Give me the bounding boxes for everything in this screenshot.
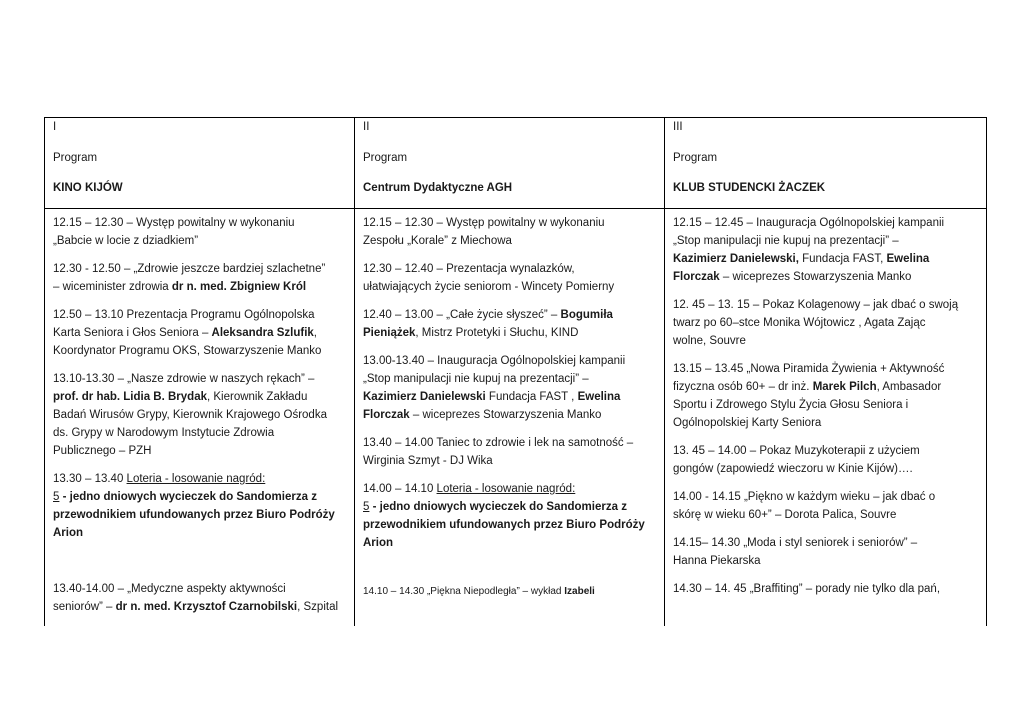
bold-text: Florczak: [673, 271, 720, 283]
entry-text: wolne, Souvre: [673, 335, 746, 347]
entry-line: [363, 452, 663, 470]
entry-line: [363, 498, 663, 516]
program-entry: [53, 470, 353, 542]
entry-line: [673, 268, 985, 286]
program-entry: [53, 370, 353, 460]
entry-line: [363, 516, 663, 534]
entry-text: – wiceminister zdrowia: [53, 281, 172, 293]
bold-text: Ewelina: [577, 391, 621, 403]
program-entry: [363, 434, 663, 470]
entry-line: [53, 232, 353, 250]
entry-line: [673, 232, 985, 250]
entry-text: Loteria - losowanie nagród:: [126, 473, 266, 485]
bold-text: Bogumiła: [560, 309, 613, 321]
entry-text: „Babcie w locie z dziadkiem”: [53, 235, 199, 247]
entry-text: 12. 45 – 13. 15 – Pokaz Kolagenowy – jak dbać o swoją: [673, 299, 959, 311]
entry-line: [363, 324, 663, 342]
entry-text: 13.00-13.40 – Inauguracja Ogólnopolskiej kampanii: [363, 355, 626, 367]
entry-text: 13.10-13.30 – „Nasze zdrowie w naszych rękach” –: [53, 373, 315, 385]
entry-line: [53, 424, 353, 442]
entry-line: [363, 306, 663, 324]
entry-line: [53, 442, 353, 460]
entry-line: [53, 524, 353, 542]
entry-line: [673, 460, 985, 478]
entry-text: ,: [313, 327, 317, 339]
entry-line: [53, 506, 353, 524]
bold-text: Arion: [363, 537, 394, 549]
entry-line: [673, 214, 985, 232]
entry-line: [673, 488, 985, 506]
entry-line: [53, 278, 353, 296]
program-entry: [363, 582, 663, 601]
entry-text: 12.15 – 12.30 – Występ powitalny w wykonaniu: [53, 217, 295, 229]
entry-text: 14.00 - 14.15 „Piękno w każdym wieku – jak dbać o: [673, 491, 936, 503]
entry-text: 13.40-14.00 – „Medyczne aspekty aktywności: [53, 583, 286, 595]
entry-text: , Mistrz Protetyki i Słuchu, KIND: [415, 327, 579, 339]
bold-text: - jedno dniowych wycieczek do Sandomierza z: [59, 491, 317, 503]
entry-text: Loteria - losowanie nagród:: [436, 483, 576, 495]
bold-text: przewodnikiem ufundowanych przez Biuro Podróży: [363, 519, 645, 531]
entry-text: Wirginia Szmyt - DJ Wika: [363, 455, 493, 467]
entry-text: 12.30 – 12.40 – Prezentacja wynalazków,: [363, 263, 575, 275]
program-label: Program: [673, 152, 718, 164]
entry-line: [53, 324, 353, 342]
entry-text: 13.15 – 13.45 „Nowa Piramida Żywienia + Aktywność: [673, 363, 945, 375]
program-entry: [53, 580, 353, 616]
venue-title: Centrum Dydaktyczne AGH: [363, 182, 513, 194]
bold-text: dr n. med. Zbigniew Król: [171, 281, 307, 293]
bold-text: prof. dr hab. Lidia B. Brydak: [53, 391, 207, 403]
entry-text: 12.15 – 12.30 – Występ powitalny w wykonaniu: [363, 217, 605, 229]
entry-text: , Kierownik Zakładu: [207, 391, 308, 403]
bold-text: Marek Pilch: [812, 381, 877, 393]
entry-line: [53, 260, 353, 278]
column-body-3: [673, 214, 985, 608]
program-entry: [53, 260, 353, 296]
entry-text: 14.15– 14.30 „Moda i styl seniorek i seniorów” –: [673, 537, 918, 549]
entry-line: [363, 582, 663, 601]
entry-line: [673, 414, 985, 432]
bold-text: Kazimierz Danielewski,: [673, 253, 799, 265]
entry-line: [53, 580, 353, 598]
program-entry: [673, 488, 985, 524]
column-number: II: [363, 121, 370, 133]
entry-line: [363, 388, 663, 406]
program-entry: [673, 214, 985, 286]
entry-line: [53, 388, 353, 406]
entry-line: [673, 442, 985, 460]
entry-text: ds. Grypy w Narodowym Instytucie Zdrowia: [53, 427, 275, 439]
entry-text: Fundacja FAST ,: [485, 391, 578, 403]
program-entry: [673, 580, 985, 598]
program-label: Program: [53, 152, 98, 164]
entry-line: [363, 232, 663, 250]
entry-text: 12.40 – 13.00 – „Całe życie słyszeć” –: [363, 309, 561, 321]
bold-text: Izabeli: [564, 586, 595, 597]
column-body-1: [53, 214, 353, 626]
entry-line: [363, 352, 663, 370]
bold-text: przewodnikiem ufundowanych przez Biuro Podróży: [53, 509, 335, 521]
program-entry: [53, 214, 353, 250]
program-table: [44, 117, 987, 626]
column-header-1: [45, 118, 354, 208]
bold-text: Florczak: [363, 409, 410, 421]
entry-text: 14.00 – 14.10: [363, 483, 437, 495]
entry-text: 12.30 - 12.50 – „Zdrowie jeszcze bardziej szlachetne”: [53, 263, 326, 275]
entry-line: [673, 296, 985, 314]
entry-text: fizyczna osób 60+ – dr inż.: [673, 381, 813, 393]
entry-line: [673, 552, 985, 570]
entry-line: [53, 488, 353, 506]
entry-line: [673, 506, 985, 524]
program-entry: [363, 480, 663, 552]
entry-line: [673, 396, 985, 414]
program-entry: [673, 442, 985, 478]
program-entry: [673, 296, 985, 350]
entry-text: 12.15 – 12.45 – Inauguracja Ogólnopolskiej kampanii: [673, 217, 945, 229]
entry-text: 12.50 – 13.10 Prezentacja Programu Ogólnopolska: [53, 309, 315, 321]
entry-line: [673, 332, 985, 350]
column-body-2: [363, 214, 663, 611]
entry-text: , Szpital: [297, 601, 339, 613]
entry-text: 5: [53, 491, 60, 503]
entry-line: [53, 306, 353, 324]
entry-line: [363, 260, 663, 278]
entry-line: [363, 406, 663, 424]
entry-text: Zespołu „Korale” z Miechowa: [363, 235, 512, 247]
entry-text: 5: [363, 501, 370, 513]
entry-text: Fundacja FAST,: [798, 253, 887, 265]
bold-text: Pieniążek: [363, 327, 416, 339]
bold-text: Aleksandra Szlufik: [211, 327, 314, 339]
entry-text: – wiceprezes Stowarzyszenia Manko: [409, 409, 602, 421]
venue-title: KINO KIJÓW: [53, 182, 123, 194]
entry-line: [53, 598, 353, 616]
entry-line: [363, 214, 663, 232]
bold-text: - jedno dniowych wycieczek do Sandomierza z: [369, 501, 627, 513]
entry-text: Koordynator Programu OKS, Stowarzyszenie Manko: [53, 345, 322, 357]
entry-line: [53, 214, 353, 232]
column-number: III: [673, 121, 683, 133]
column-header-3: [665, 118, 986, 208]
bold-text: dr n. med. Krzysztof Czarnobilski: [115, 601, 298, 613]
entry-line: [363, 434, 663, 452]
entry-line: [53, 406, 353, 424]
program-entry: [363, 260, 663, 296]
entry-line: [363, 480, 663, 498]
bold-text: Kazimierz Danielewski: [363, 391, 486, 403]
entry-line: [673, 360, 985, 378]
entry-line: [673, 314, 985, 332]
entry-text: 13.30 – 13.40: [53, 473, 127, 485]
program-entry: [53, 306, 353, 360]
entry-text: ułatwiających życie seniorom - Wincety Pomierny: [363, 281, 615, 293]
entry-text: Publicznego – PZH: [53, 445, 152, 457]
entry-text: „Stop manipulacji nie kupuj na prezentacji” –: [363, 373, 589, 385]
entry-text: Badań Wirusów Grypy, Kierownik Krajowego Ośrodka: [53, 409, 327, 421]
entry-text: 14.30 – 14. 45 „Braffiting” – porady nie tylko dla pań,: [673, 583, 941, 595]
program-entry: [363, 352, 663, 424]
column-header-2: [355, 118, 664, 208]
entry-text: 14.10 – 14.30 „Piękna Niepodległa” – wykład: [363, 586, 565, 597]
entry-text: Ogólnopolskiej Karty Seniora: [673, 417, 822, 429]
program-entry: [363, 214, 663, 250]
entry-text: Karta Seniora i Głos Seniora –: [53, 327, 212, 339]
entry-line: [53, 342, 353, 360]
entry-text: , Ambasador: [876, 381, 942, 393]
entry-line: [363, 278, 663, 296]
entry-text: twarz po 60–stce Monika Wójtowicz , Agata Zając: [673, 317, 926, 329]
entry-text: Hanna Piekarska: [673, 555, 761, 567]
entry-text: gongów (zapowiedź wieczoru w Kinie Kijów)….: [673, 463, 913, 475]
program-label: Program: [363, 152, 408, 164]
program-entry: [673, 534, 985, 570]
entry-line: [673, 534, 985, 552]
entry-line: [673, 250, 985, 268]
venue-title: KLUB STUDENCKI ŻACZEK: [673, 182, 826, 194]
entry-text: skórę w wieku 60+” – Dorota Palica, Souvre: [673, 509, 897, 521]
bold-text: Arion: [53, 527, 84, 539]
entry-text: „Stop manipulacji nie kupuj na prezentacji” –: [673, 235, 899, 247]
entry-text: – wiceprezes Stowarzyszenia Manko: [719, 271, 912, 283]
bold-text: Ewelina: [886, 253, 930, 265]
entry-line: [53, 370, 353, 388]
entry-text: Sportu i Zdrowego Stylu Życia Głosu Seniora i: [673, 399, 909, 411]
program-entry: [363, 306, 663, 342]
entry-line: [53, 470, 353, 488]
entry-line: [673, 580, 985, 598]
entry-line: [363, 370, 663, 388]
entry-text: 13. 45 – 14.00 – Pokaz Muzykoterapii z użyciem: [673, 445, 920, 457]
column-number: I: [53, 121, 57, 133]
entry-line: [363, 534, 663, 552]
entry-text: 13.40 – 14.00 Taniec to zdrowie i lek na samotność –: [363, 437, 634, 449]
entry-line: [673, 378, 985, 396]
program-entry: [673, 360, 985, 432]
entry-text: seniorów” –: [53, 601, 116, 613]
